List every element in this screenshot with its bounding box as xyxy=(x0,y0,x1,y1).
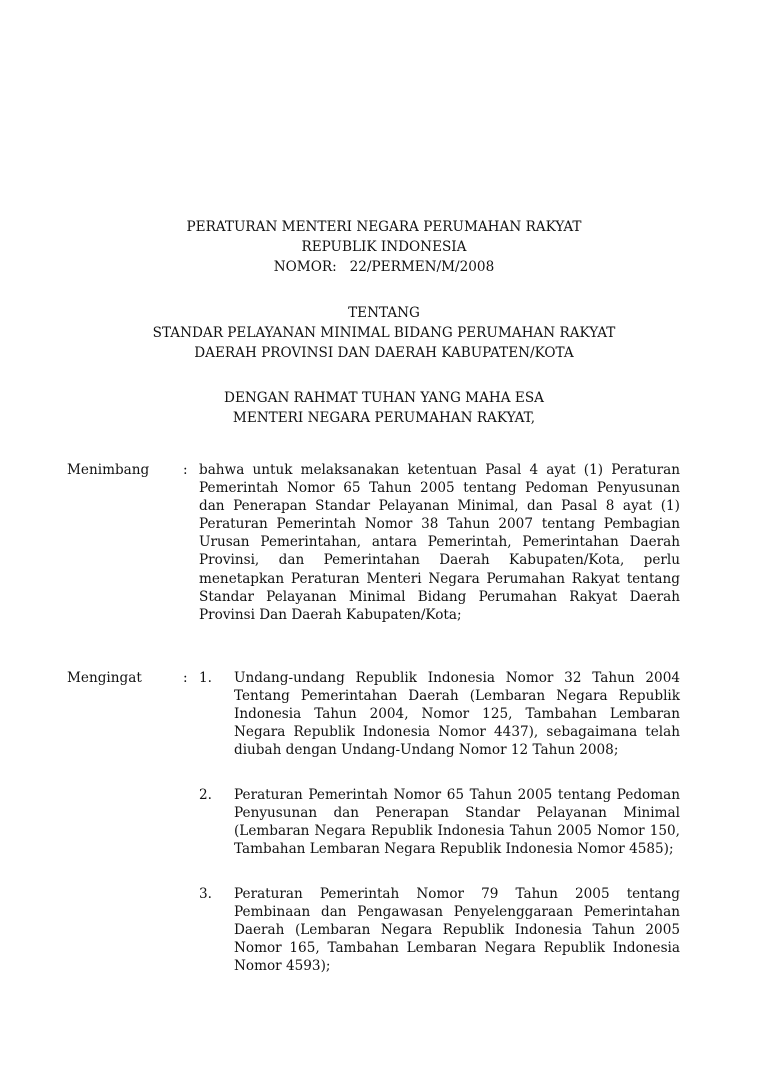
subject-line-2: DAERAH PROVINSI DAN DAERAH KABUPATEN/KOTA xyxy=(194,345,574,361)
item-number: 2. xyxy=(199,787,212,803)
title-line-2: REPUBLIK INDONESIA xyxy=(301,239,467,255)
subject-line-1: STANDAR PELAYANAN MINIMAL BIDANG PERUMAHAN RAKYAT xyxy=(152,325,616,341)
item-text: Peraturan Pemerintah Nomor 79 Tahun 2005 tentang Pembinaan dan Pengawasan Penyelenggaraan Pemerintahan Daerah (Lembaran Negara Republik Indonesia Tahun 2005 Nomor 165, Tambahan Lembaran Negara Republik Indonesia Nomor 4593); xyxy=(234,886,680,975)
regulation-number: NOMOR: 22/PERMEN/M/2008 xyxy=(273,259,495,275)
item-number: 1. xyxy=(199,670,212,686)
regulation-title xyxy=(0,217,768,277)
tentang-heading: TENTANG xyxy=(348,305,420,321)
menimbang-label: Menimbang xyxy=(67,462,150,478)
regulation-subject xyxy=(0,303,768,363)
menimbang-colon: : xyxy=(183,462,188,478)
preamble-line-1: DENGAN RAHMAT TUHAN YANG MAHA ESA xyxy=(224,390,544,406)
item-text: Undang-undang Republik Indonesia Nomor 32 Tahun 2004 Tentang Pemerintahan Daerah (Lembaran Negara Republik Indonesia Tahun 2004, Nomor 125, Tambahan Lembaran Negara Republik Indonesia Nomor 4437), sebagaimana telah diubah dengan Undang-Undang Nomor 12 Tahun 2008; xyxy=(234,670,680,759)
item-text: Peraturan Pemerintah Nomor 65 Tahun 2005 tentang Pedoman Penyusunan dan Penerapan Standar Pelayanan Minimal (Lembaran Negara Republik Indonesia Tahun 2005 Nomor 150, Tambahan Lembaran Negara Republik Indonesia Nomor 4585); xyxy=(234,787,680,858)
preamble xyxy=(0,388,768,428)
preamble-line-2: MENTERI NEGARA PERUMAHAN RAKYAT, xyxy=(232,410,536,426)
title-line-1: PERATURAN MENTERI NEGARA PERUMAHAN RAKYAT xyxy=(186,219,582,235)
mengingat-colon: : xyxy=(183,670,188,686)
mengingat-label: Mengingat xyxy=(67,670,142,686)
menimbang-text: bahwa untuk melaksanakan ketentuan Pasal 4 ayat (1) Peraturan Pemerintah Nomor 65 Tahun 2005 tentang Pedoman Penyusunan dan Penerapan Standar Pelayanan Minimal, dan Pasal 8 ayat (1) Peraturan Pemerintah Nomor 38 Tahun 2007 tentang Pembagian Urusan Pemerintahan, antara Pemerintah, Pemerintahan Daerah Provinsi, dan Pemerintahan Daerah Kabupaten/Kota, perlu menetapkan Peraturan Menteri Negara Perumahan Rakyat tentang Standar Pelayanan Minimal Bidang Perumahan Rakyat Daerah Provinsi Dan Daerah Kabupaten/Kota; xyxy=(199,462,680,623)
item-number: 3. xyxy=(199,886,212,902)
